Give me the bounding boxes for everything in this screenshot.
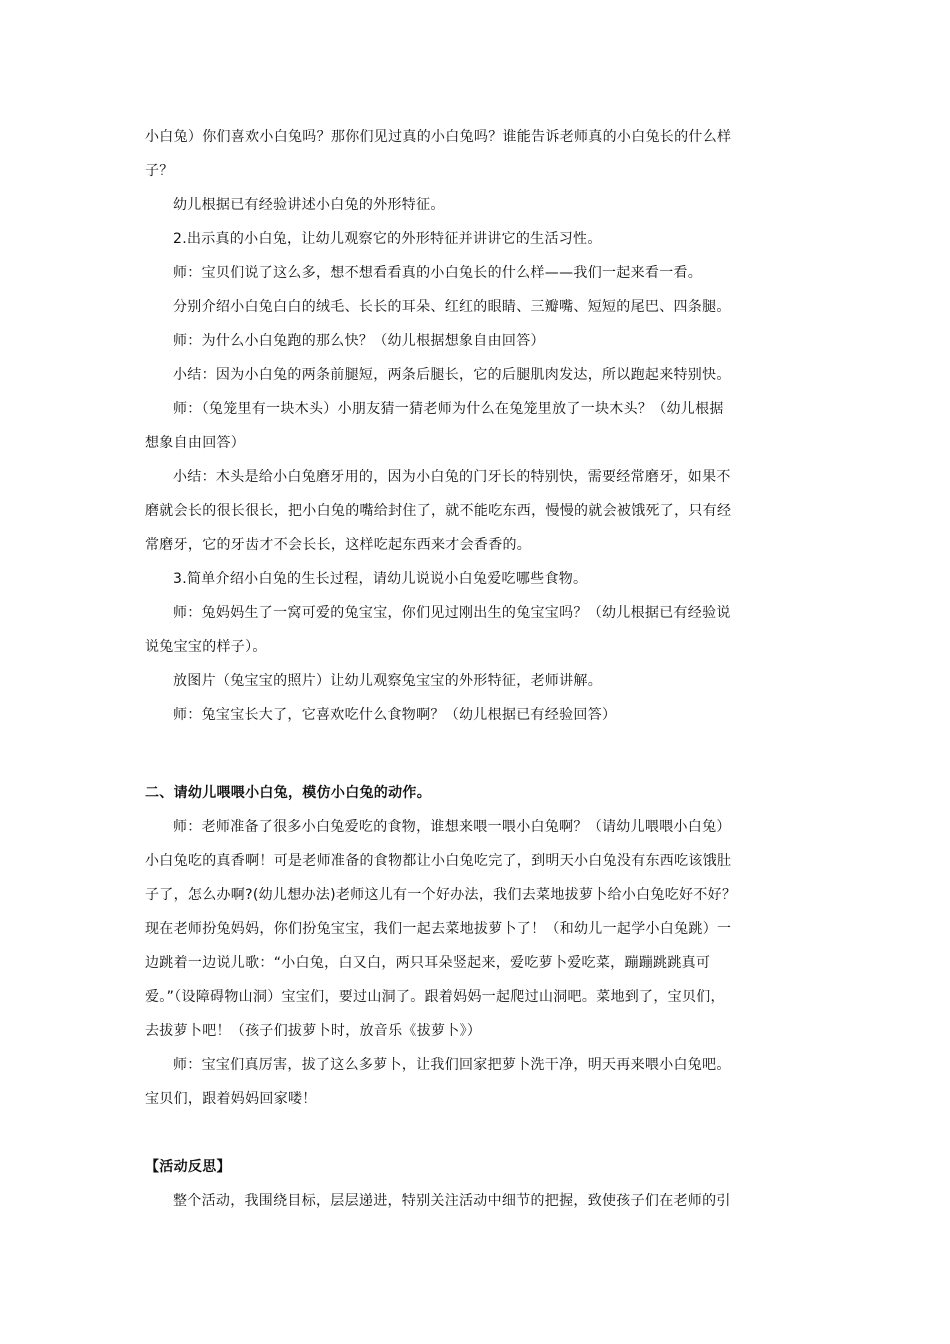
paragraph-line: 小白兔）你们喜欢小白兔吗？那你们见过真的小白兔吗？谁能告诉老师真的小白兔长的什么样	[145, 129, 732, 145]
paragraph-line: 小结：因为小白兔的两条前腿短，两条后腿长，它的后腿肌肉发达，所以跑起来特别快。	[173, 367, 731, 383]
paragraph-line: 现在老师扮兔妈妈，你们扮兔宝宝，我们一起去菜地拔萝卜了！（和幼儿一起学小白兔跳）一	[145, 921, 732, 937]
paragraph-line: 分别介绍小白兔白白的绒毛、长长的耳朵、红红的眼睛、三瓣嘴、短短的尾巴、四条腿。	[173, 299, 731, 315]
section-heading: 二、请幼儿喂喂小白兔，模仿小白兔的动作。	[145, 785, 431, 801]
reflection-section	[145, 1150, 810, 1218]
paragraph-line: 子了，怎么办啊?(幼儿想办法)老师这儿有一个好办法，我们去菜地拔萝卜给小白兔吃好不好？	[145, 887, 737, 903]
paragraph-line: 师：宝宝们真厉害，拔了这么多萝卜，让我们回家把萝卜洗干净，明天再来喂小白兔吧。	[173, 1057, 731, 1073]
paragraph-line: 师：为什么小白兔跑的那么快？（幼儿根据想象自由回答）	[173, 333, 545, 349]
paragraph-line: 3.简单介绍小白兔的生长过程，请幼儿说说小白兔爱吃哪些食物。	[173, 571, 588, 587]
paragraph-line: 爱。”（设障碍物山洞）宝宝们，要过山洞了。跟着妈妈一起爬过山洞吧。菜地到了，宝贝们，	[145, 989, 725, 1005]
paragraph-line: 幼儿根据已有经验讲述小白兔的外形特征。	[173, 197, 445, 213]
section-two	[145, 776, 810, 1116]
paragraph-line: 说兔宝宝的样子）。	[145, 639, 267, 655]
paragraph-line: 师：宝贝们说了这么多，想不想看看真的小白兔长的什么样——我们一起来看一看。	[173, 265, 703, 281]
section-one-body	[145, 120, 810, 732]
paragraph-line: 师：（兔笼里有一块木头）小朋友猜一猜老师为什么在兔笼里放了一块木头？（幼儿根据	[173, 401, 724, 417]
paragraph-line: 2.出示真的小白兔，让幼儿观察它的外形特征并讲讲它的生活习性。	[173, 231, 602, 247]
section-heading: 【活动反思】	[145, 1159, 231, 1175]
paragraph-line: 宝贝们，跟着妈妈回家喽！	[145, 1091, 317, 1107]
paragraph-line: 磨就会长的很长很长，把小白兔的嘴给封住了，就不能吃东西，慢慢的就会被饿死了，只有经	[145, 503, 732, 519]
paragraph-line: 师：兔宝宝长大了，它喜欢吃什么食物啊？（幼儿根据已有经验回答）	[173, 707, 617, 723]
paragraph-line: 小结：木头是给小白兔磨牙用的，因为小白兔的门牙长的特别快，需要经常磨牙，如果不	[173, 469, 731, 485]
paragraph-line: 想象自由回答）	[145, 435, 246, 451]
paragraph-line: 师：兔妈妈生了一窝可爱的兔宝宝，你们见过刚出生的兔宝宝吗？（幼儿根据已有经验说	[173, 605, 731, 621]
paragraph-line: 边跳着一边说儿歌：“小白兔，白又白，两只耳朵竖起来，爱吃萝卜爱吃菜，蹦蹦跳跳真可	[145, 955, 711, 971]
paragraph-line: 小白兔吃的真香啊！可是老师准备的食物都让小白兔吃完了，到明天小白兔没有东西吃该饿肚	[145, 853, 732, 869]
paragraph-line: 放图片（兔宝宝的照片）让幼儿观察兔宝宝的外形特征，老师讲解。	[173, 673, 602, 689]
paragraph-line: 子？	[145, 163, 174, 179]
paragraph-line: 常磨牙，它的牙齿才不会长长，这样吃起东西来才会香香的。	[145, 537, 532, 553]
paragraph-line: 师：老师准备了很多小白兔爱吃的食物，谁想来喂一喂小白兔啊？（请幼儿喂喂小白兔）	[173, 819, 731, 835]
paragraph-line: 去拔萝卜吧！（孩子们拔萝卜时，放音乐《拔萝卜》）	[145, 1023, 482, 1039]
paragraph-line: 整个活动，我围绕目标，层层递进，特别关注活动中细节的把握，致使孩子们在老师的引	[173, 1193, 731, 1209]
